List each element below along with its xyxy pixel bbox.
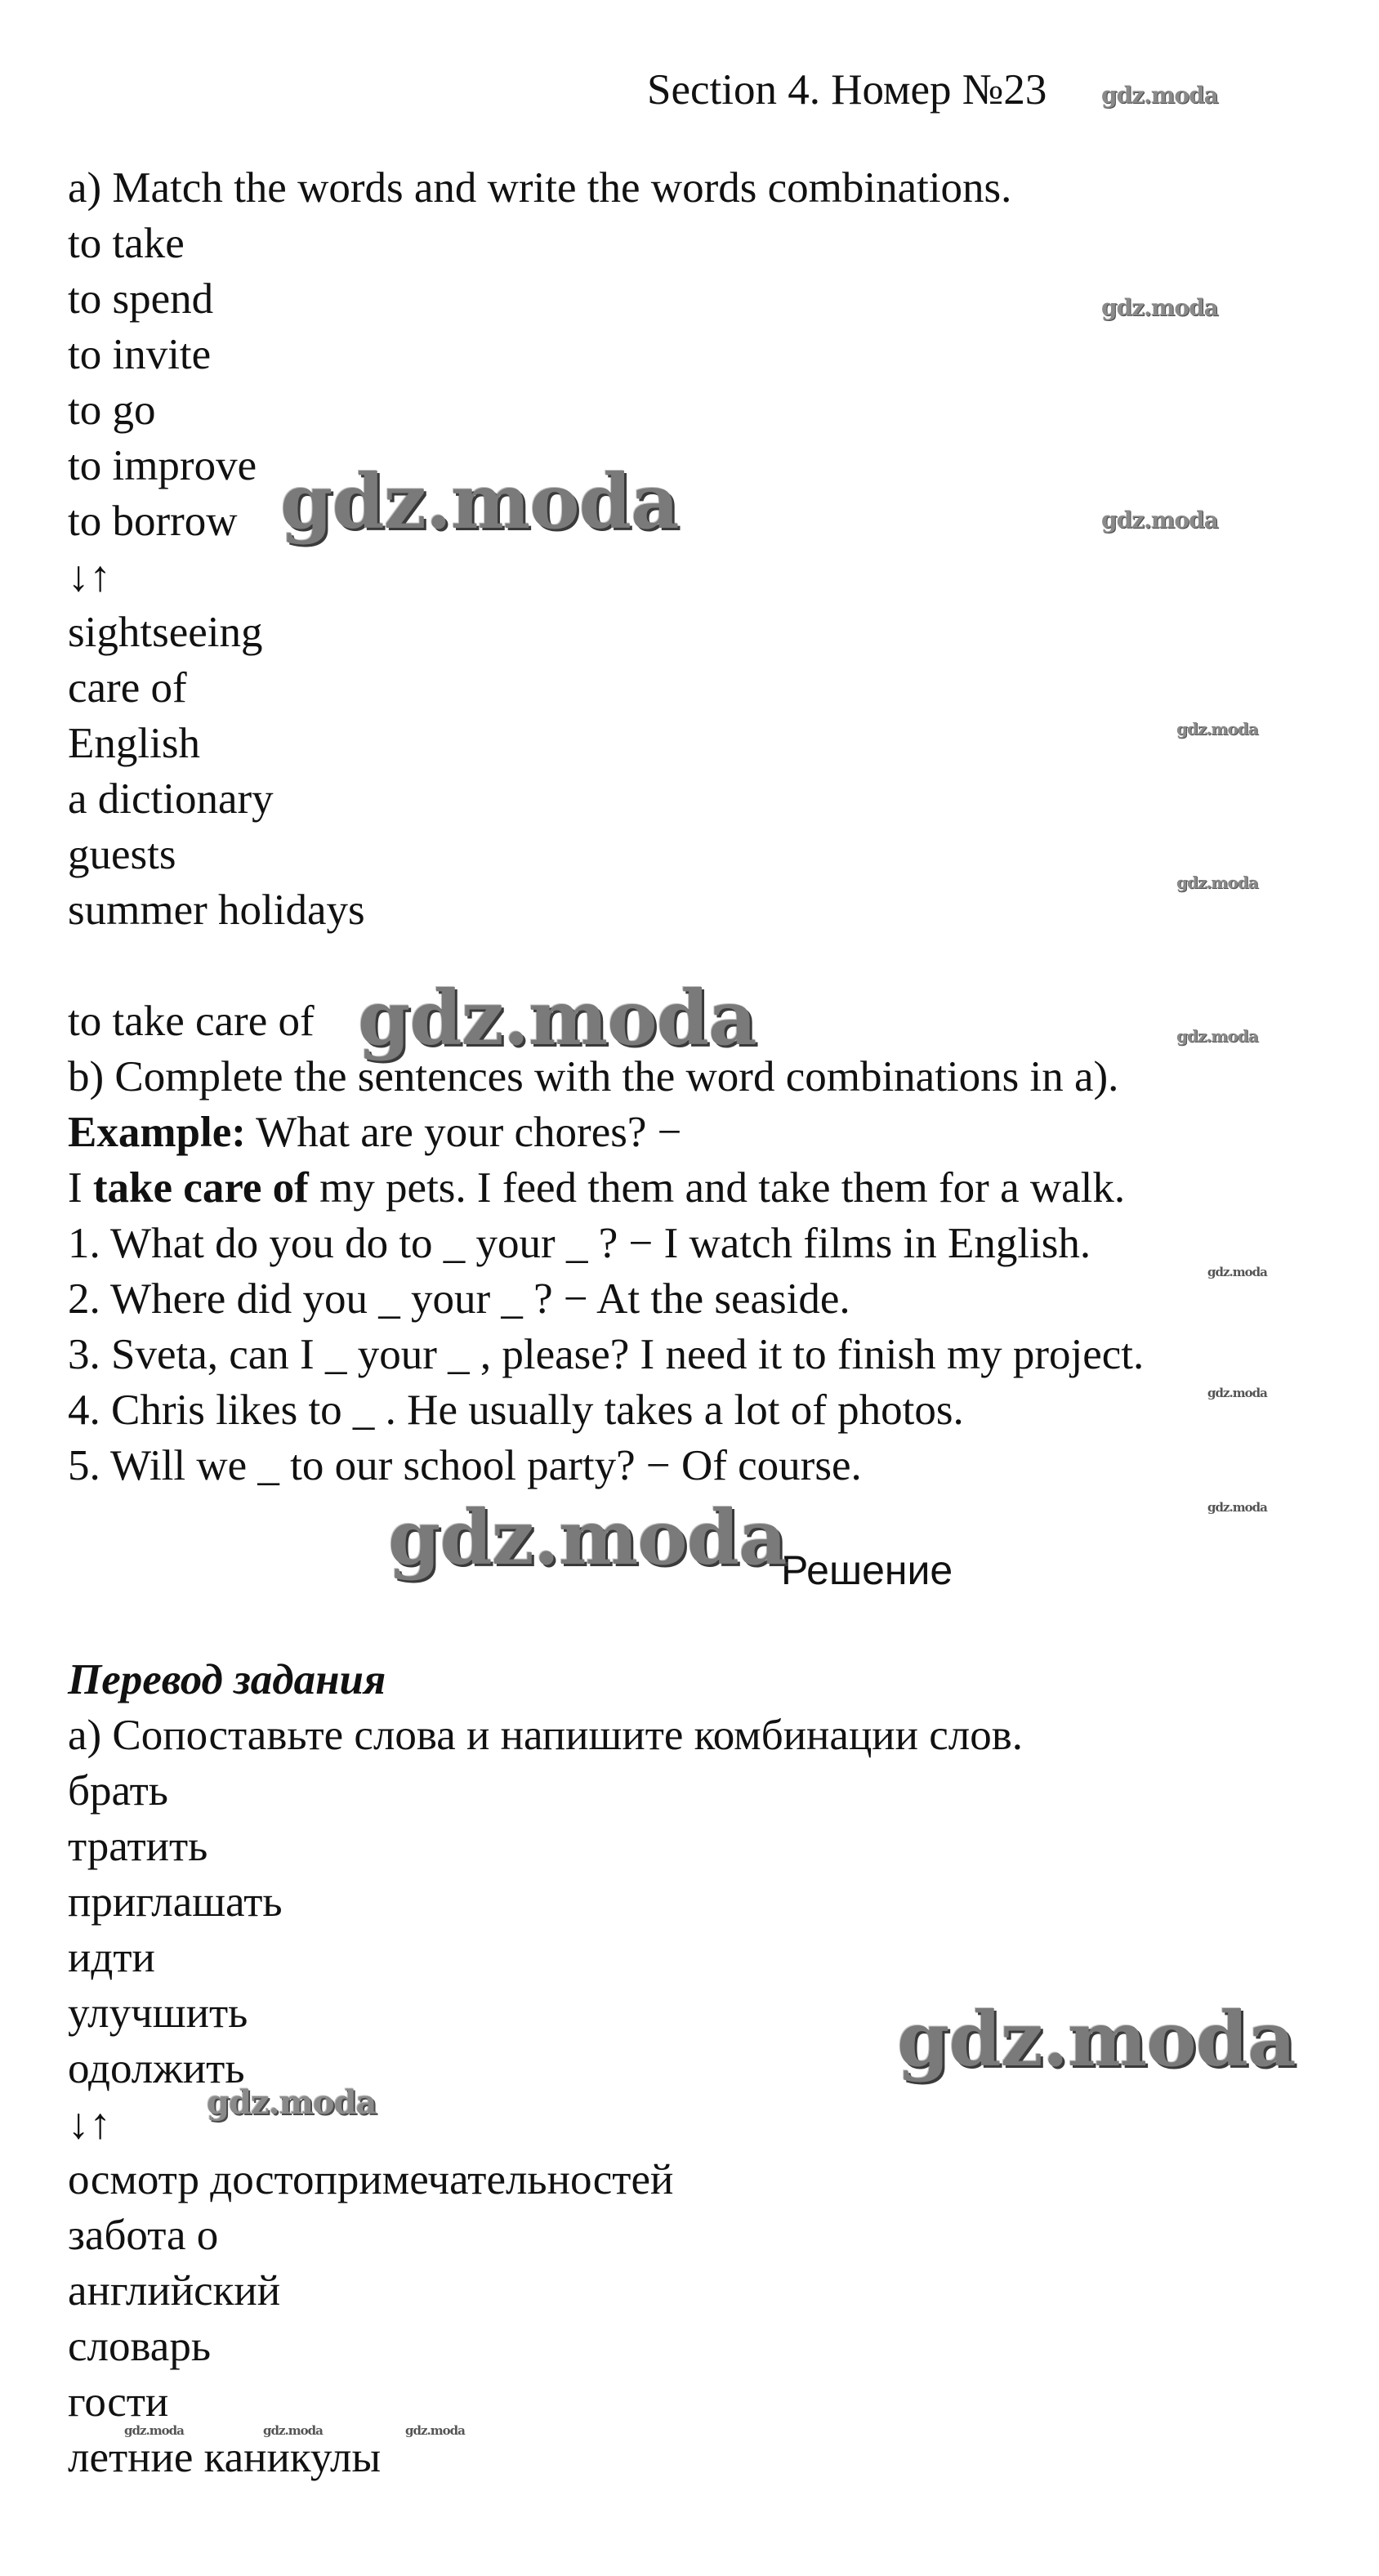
sentence-item: 5. Will we _ to our school party? − Of course. (68, 1442, 862, 1489)
translation-verb: приглашать (68, 1878, 283, 1926)
translation-verb: брать (68, 1767, 168, 1815)
noun-item: sightseeing (68, 609, 263, 656)
watermark: gdz.moda (1101, 507, 1218, 534)
answer-first: to take care of (68, 998, 315, 1045)
noun-item: a dictionary (68, 775, 274, 823)
noun-item: summer holidays (68, 886, 365, 934)
watermark: gdz.moda (124, 2423, 184, 2438)
watermark: gdz.moda (1176, 873, 1258, 892)
watermark: gdz.moda (207, 2083, 377, 2122)
match-arrows: ↓↑ (68, 552, 111, 600)
watermark: gdz.moda (263, 2423, 323, 2438)
translation-arrows: ↓↑ (68, 2100, 111, 2148)
translation-noun: словарь (68, 2323, 211, 2370)
example-label: Example: (68, 1109, 246, 1156)
verb-item: to borrow (68, 498, 238, 545)
sentence-item: 3. Sveta, can I _ your _ , please? I need it to finish my project. (68, 1331, 1145, 1378)
example-answer (68, 1161, 1125, 1215)
translation-verb: улучшить (68, 1989, 248, 2037)
verb-item: to invite (68, 331, 212, 378)
verb-item: to go (68, 386, 156, 434)
translation-noun: английский (68, 2267, 281, 2315)
example-answer-bold: take care of (92, 1164, 309, 1212)
translation-verb: идти (68, 1934, 155, 1981)
translation-verb: тратить (68, 1823, 208, 1870)
watermark: gdz.moda (1207, 1386, 1267, 1400)
verb-item: to take (68, 220, 185, 267)
watermark: gdz.moda (1207, 1500, 1267, 1515)
watermark: gdz.moda (1101, 294, 1218, 321)
watermark: gdz.moda (1207, 1265, 1267, 1279)
page-title: Section 4. Номер №23 (647, 66, 1047, 114)
example-answer-pre: I (68, 1164, 93, 1212)
task-b-instruction: b) Complete the sentences with the word combinations in a). (68, 1053, 1119, 1100)
watermark: gdz.moda (1176, 1026, 1258, 1046)
watermark: gdz.moda (358, 974, 756, 1062)
sentence-item: 2. Where did you _ your _ ? − At the seaside. (68, 1275, 850, 1323)
solution-label: Решение (781, 1547, 953, 1593)
translation-noun: летние каникулы (68, 2434, 382, 2481)
noun-item: care of (68, 664, 187, 712)
watermark: gdz.moda (280, 458, 679, 546)
translation-verb: одолжить (68, 2045, 245, 2092)
watermark: gdz.moda (1101, 82, 1218, 109)
task-a-instruction: a) Match the words and write the words combinations. (68, 164, 1012, 212)
watermark: gdz.moda (897, 1995, 1296, 2083)
translation-noun: осмотр достопримечательностей (68, 2156, 674, 2203)
example-answer-post: my pets. I feed them and take them for a walk. (308, 1164, 1126, 1212)
translation-heading: Перевод задания (68, 1656, 386, 1703)
sentence-item: 1. What do you do to _ your _ ? − I watch films in English. (68, 1220, 1091, 1267)
sentence-item: 4. Chris likes to _ . He usually takes a lot of photos. (68, 1386, 964, 1434)
translation-noun: гости (68, 2378, 169, 2426)
verb-item: to spend (68, 275, 214, 323)
noun-item: guests (68, 831, 176, 878)
translation-instruction: а) Сопоставьте слова и напишите комбинации слов. (68, 1712, 1024, 1759)
watermark: gdz.moda (405, 2423, 465, 2438)
verb-item: to improve (68, 442, 257, 489)
watermark: gdz.moda (1176, 719, 1258, 739)
watermark: gdz.moda (388, 1493, 787, 1582)
example-question-text: What are your chores? − (245, 1109, 682, 1156)
noun-item: English (68, 720, 200, 767)
example-question (68, 1105, 682, 1159)
translation-noun: забота о (68, 2212, 219, 2259)
